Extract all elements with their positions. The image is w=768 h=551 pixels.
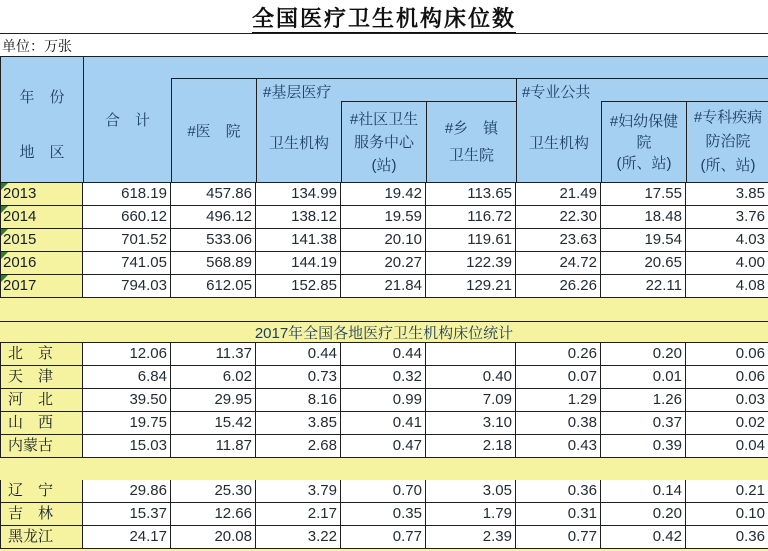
data-cell[interactable]: 152.85 — [256, 275, 341, 298]
data-cell[interactable]: 660.12 — [83, 206, 171, 229]
header-line: #妇幼保健 — [609, 112, 679, 130]
table-header — [0, 56, 768, 183]
data-cell[interactable]: 0.38 — [516, 412, 601, 435]
table-row — [1, 435, 768, 458]
data-cell[interactable] — [426, 343, 516, 366]
data-cell[interactable]: 19.42 — [341, 183, 426, 206]
data-cell[interactable]: 2.17 — [256, 503, 341, 526]
region-cell[interactable]: 天 津 — [1, 366, 83, 389]
data-cell[interactable]: 2.39 — [426, 526, 516, 549]
data-cell[interactable]: 4.00 — [686, 252, 768, 275]
page-title: 全国医疗卫生机构床位数 — [0, 2, 768, 33]
header-cell-hospital[interactable]: #医 院 — [187, 122, 241, 140]
data-cell[interactable]: 134.99 — [256, 183, 341, 206]
divider — [171, 78, 768, 79]
year-label: 2017 — [3, 277, 37, 294]
data-cell[interactable]: 15.37 — [83, 503, 171, 526]
data-cell[interactable]: 0.39 — [601, 435, 686, 458]
data-cell[interactable]: 20.10 — [341, 229, 426, 252]
region-cell[interactable]: 辽 宁 — [1, 480, 83, 503]
data-cell[interactable]: 3.76 — [686, 206, 768, 229]
data-cell[interactable]: 0.26 — [516, 343, 601, 366]
data-cell[interactable]: 0.44 — [256, 343, 341, 366]
data-cell[interactable]: 0.36 — [686, 526, 768, 549]
data-cell[interactable]: 15.03 — [83, 435, 171, 458]
table-row — [1, 183, 768, 206]
data-cell[interactable]: 138.12 — [256, 206, 341, 229]
data-cell[interactable]: 533.06 — [171, 229, 256, 252]
table-row — [1, 252, 768, 275]
data-cell[interactable]: 4.08 — [686, 275, 768, 298]
data-cell[interactable]: 2.18 — [426, 435, 516, 458]
header-line: 服务中心 — [353, 133, 414, 151]
data-cell[interactable]: 7.09 — [426, 389, 516, 412]
data-cell[interactable]: 0.70 — [341, 480, 426, 503]
header-group-public-health[interactable]: #专业公共 — [522, 84, 591, 101]
error-indicator-icon — [1, 252, 8, 259]
header-line: 防治院 — [705, 133, 751, 150]
data-cell[interactable]: 0.31 — [516, 503, 601, 526]
highlight-band — [0, 298, 768, 321]
region-cell[interactable]: 山 西 — [1, 412, 83, 435]
data-cell[interactable]: 3.85 — [256, 412, 341, 435]
data-cell[interactable]: 3.05 — [426, 480, 516, 503]
header-line: (站) — [371, 156, 397, 174]
region-cell[interactable]: 黑龙江 — [1, 526, 83, 549]
data-cell[interactable]: 1.79 — [426, 503, 516, 526]
year-cell[interactable] — [1, 252, 83, 275]
year-cell[interactable] — [1, 275, 83, 298]
year-label: 2015 — [3, 231, 37, 248]
data-cell[interactable]: 0.77 — [341, 526, 426, 549]
region-cell[interactable]: 内蒙古 — [1, 435, 83, 458]
data-cell[interactable]: 0.99 — [341, 389, 426, 412]
data-cell[interactable]: 26.26 — [516, 275, 601, 298]
data-cell[interactable]: 22.30 — [516, 206, 601, 229]
table-row — [1, 229, 768, 252]
error-indicator-icon — [1, 229, 8, 236]
data-cell[interactable]: 29.95 — [171, 389, 256, 412]
data-cell[interactable]: 19.54 — [601, 229, 686, 252]
error-indicator-icon — [1, 183, 8, 190]
section-title-row[interactable] — [0, 321, 768, 343]
data-cell[interactable]: 24.72 — [516, 252, 601, 275]
data-cell[interactable]: 741.05 — [83, 252, 171, 275]
data-cell[interactable]: 2.68 — [256, 435, 341, 458]
year-label: 2016 — [3, 254, 37, 271]
data-cell[interactable]: 39.50 — [83, 389, 171, 412]
data-cell[interactable]: 0.10 — [686, 503, 768, 526]
header-cell-region[interactable]: 地 区 — [19, 144, 65, 161]
data-cell[interactable]: 19.75 — [83, 412, 171, 435]
data-cell[interactable]: 0.04 — [686, 435, 768, 458]
table-row — [1, 206, 768, 229]
data-cell[interactable]: 0.44 — [341, 343, 426, 366]
data-cell[interactable]: 141.38 — [256, 229, 341, 252]
highlight-band — [0, 458, 768, 480]
year-cell[interactable] — [1, 183, 83, 206]
data-cell[interactable]: 24.17 — [83, 526, 171, 549]
data-cell[interactable]: 122.39 — [426, 252, 516, 275]
data-cell[interactable]: 0.43 — [516, 435, 601, 458]
header-cell-year[interactable]: 年 份 — [19, 89, 65, 106]
table-row — [1, 412, 768, 435]
data-cell[interactable]: 3.85 — [686, 183, 768, 206]
data-cell[interactable]: 20.08 — [171, 526, 256, 549]
error-indicator-icon — [1, 275, 8, 282]
data-cell[interactable]: 3.79 — [256, 480, 341, 503]
data-cell[interactable]: 1.26 — [601, 389, 686, 412]
data-cell[interactable]: 0.35 — [341, 503, 426, 526]
data-cell[interactable]: 1.29 — [516, 389, 601, 412]
data-cell[interactable]: 0.73 — [256, 366, 341, 389]
header-line: 院 — [636, 133, 652, 151]
header-group-primary-care[interactable]: #基层医疗 — [263, 84, 332, 101]
data-cell[interactable]: 0.32 — [341, 366, 426, 389]
data-cell[interactable]: 19.59 — [341, 206, 426, 229]
data-cell[interactable]: 20.65 — [601, 252, 686, 275]
table-row — [1, 343, 768, 366]
header-cell-specialized-disease[interactable] — [687, 102, 768, 182]
data-cell[interactable]: 12.06 — [83, 343, 171, 366]
unit-label: 单位：万张 — [2, 38, 72, 54]
divider — [0, 33, 768, 34]
data-cell[interactable]: 6.02 — [171, 366, 256, 389]
data-cell[interactable]: 0.41 — [341, 412, 426, 435]
data-cell[interactable]: 21.84 — [341, 275, 426, 298]
header-cell-maternal-child[interactable] — [602, 102, 686, 182]
year-label: 2013 — [3, 185, 37, 202]
header-cell-primary-institutions[interactable]: 卫生机构 — [268, 134, 329, 152]
header-line: #社区卫生 — [349, 110, 419, 128]
data-cell[interactable]: 0.20 — [601, 343, 686, 366]
table-row — [1, 366, 768, 389]
year-label: 2014 — [3, 208, 37, 225]
data-cell[interactable]: 119.61 — [426, 229, 516, 252]
header-line: (所、站) — [700, 157, 756, 174]
error-indicator-icon — [1, 206, 8, 213]
header-line: #专科疾病 — [693, 109, 763, 126]
table-row — [1, 480, 768, 503]
province-rows-block — [0, 343, 768, 458]
header-cell-township-centers[interactable] — [427, 102, 516, 182]
data-cell[interactable]: 0.06 — [686, 343, 768, 366]
data-cell[interactable]: 0.42 — [601, 526, 686, 549]
province-rows-block — [0, 480, 768, 549]
data-cell[interactable]: 612.05 — [171, 275, 256, 298]
section-title: 2017年全国各地医疗卫生机构床位统计 — [254, 324, 514, 342]
data-cell[interactable]: 11.37 — [171, 343, 256, 366]
data-cell[interactable]: 144.19 — [256, 252, 341, 275]
data-cell[interactable]: 496.12 — [171, 206, 256, 229]
data-cell[interactable]: 568.89 — [171, 252, 256, 275]
data-cell[interactable]: 6.84 — [83, 366, 171, 389]
data-cell[interactable]: 0.47 — [341, 435, 426, 458]
data-cell[interactable]: 17.55 — [601, 183, 686, 206]
data-cell[interactable]: 11.87 — [171, 435, 256, 458]
data-cell[interactable]: 0.77 — [516, 526, 601, 549]
data-cell[interactable]: 0.01 — [601, 366, 686, 389]
data-cell[interactable]: 618.19 — [83, 183, 171, 206]
data-cell[interactable]: 116.72 — [426, 206, 516, 229]
data-cell[interactable]: 12.66 — [171, 503, 256, 526]
data-cell[interactable]: 3.10 — [426, 412, 516, 435]
data-cell[interactable]: 701.52 — [83, 229, 171, 252]
data-cell[interactable]: 0.06 — [686, 366, 768, 389]
year-rows-block — [0, 183, 768, 298]
data-cell[interactable]: 0.07 — [516, 366, 601, 389]
data-cell[interactable]: 794.03 — [83, 275, 171, 298]
data-cell[interactable]: 0.14 — [601, 480, 686, 503]
data-cell[interactable]: 0.02 — [686, 412, 768, 435]
data-cell[interactable]: 0.40 — [426, 366, 516, 389]
year-cell[interactable] — [1, 206, 83, 229]
data-cell[interactable]: 0.20 — [601, 503, 686, 526]
data-cell[interactable]: 0.37 — [601, 412, 686, 435]
data-cell[interactable]: 22.11 — [601, 275, 686, 298]
data-cell[interactable]: 15.42 — [171, 412, 256, 435]
region-cell[interactable]: 北 京 — [1, 343, 83, 366]
header-line: 卫生院 — [448, 147, 494, 164]
data-cell[interactable]: 457.86 — [171, 183, 256, 206]
data-cell[interactable]: 0.36 — [516, 480, 601, 503]
region-cell[interactable]: 河 北 — [1, 389, 83, 412]
data-cell[interactable]: 129.21 — [426, 275, 516, 298]
data-cell[interactable]: 0.03 — [686, 389, 768, 412]
data-cell[interactable]: 20.27 — [341, 252, 426, 275]
table-row — [1, 503, 768, 526]
data-cell[interactable]: 0.21 — [686, 480, 768, 503]
table-row — [1, 389, 768, 412]
year-cell[interactable] — [1, 229, 83, 252]
data-cell[interactable]: 8.16 — [256, 389, 341, 412]
data-cell[interactable]: 3.22 — [256, 526, 341, 549]
data-cell[interactable]: 23.63 — [516, 229, 601, 252]
header-line: #乡 镇 — [444, 120, 499, 137]
header-cell-total[interactable]: 合 计 — [104, 112, 150, 129]
data-cell[interactable]: 113.65 — [426, 183, 516, 206]
header-cell-community-centers[interactable] — [342, 102, 426, 182]
table-row — [1, 275, 768, 298]
data-cell[interactable]: 18.48 — [601, 206, 686, 229]
region-cell[interactable]: 吉 林 — [1, 503, 83, 526]
data-cell[interactable]: 29.86 — [83, 480, 171, 503]
data-cell[interactable]: 21.49 — [516, 183, 601, 206]
header-cell-public-institutions[interactable]: 卫生机构 — [528, 134, 589, 152]
header-line: (所、站) — [616, 154, 672, 172]
data-cell[interactable]: 4.03 — [686, 229, 768, 252]
table-row — [1, 526, 768, 549]
data-cell[interactable]: 25.30 — [171, 480, 256, 503]
